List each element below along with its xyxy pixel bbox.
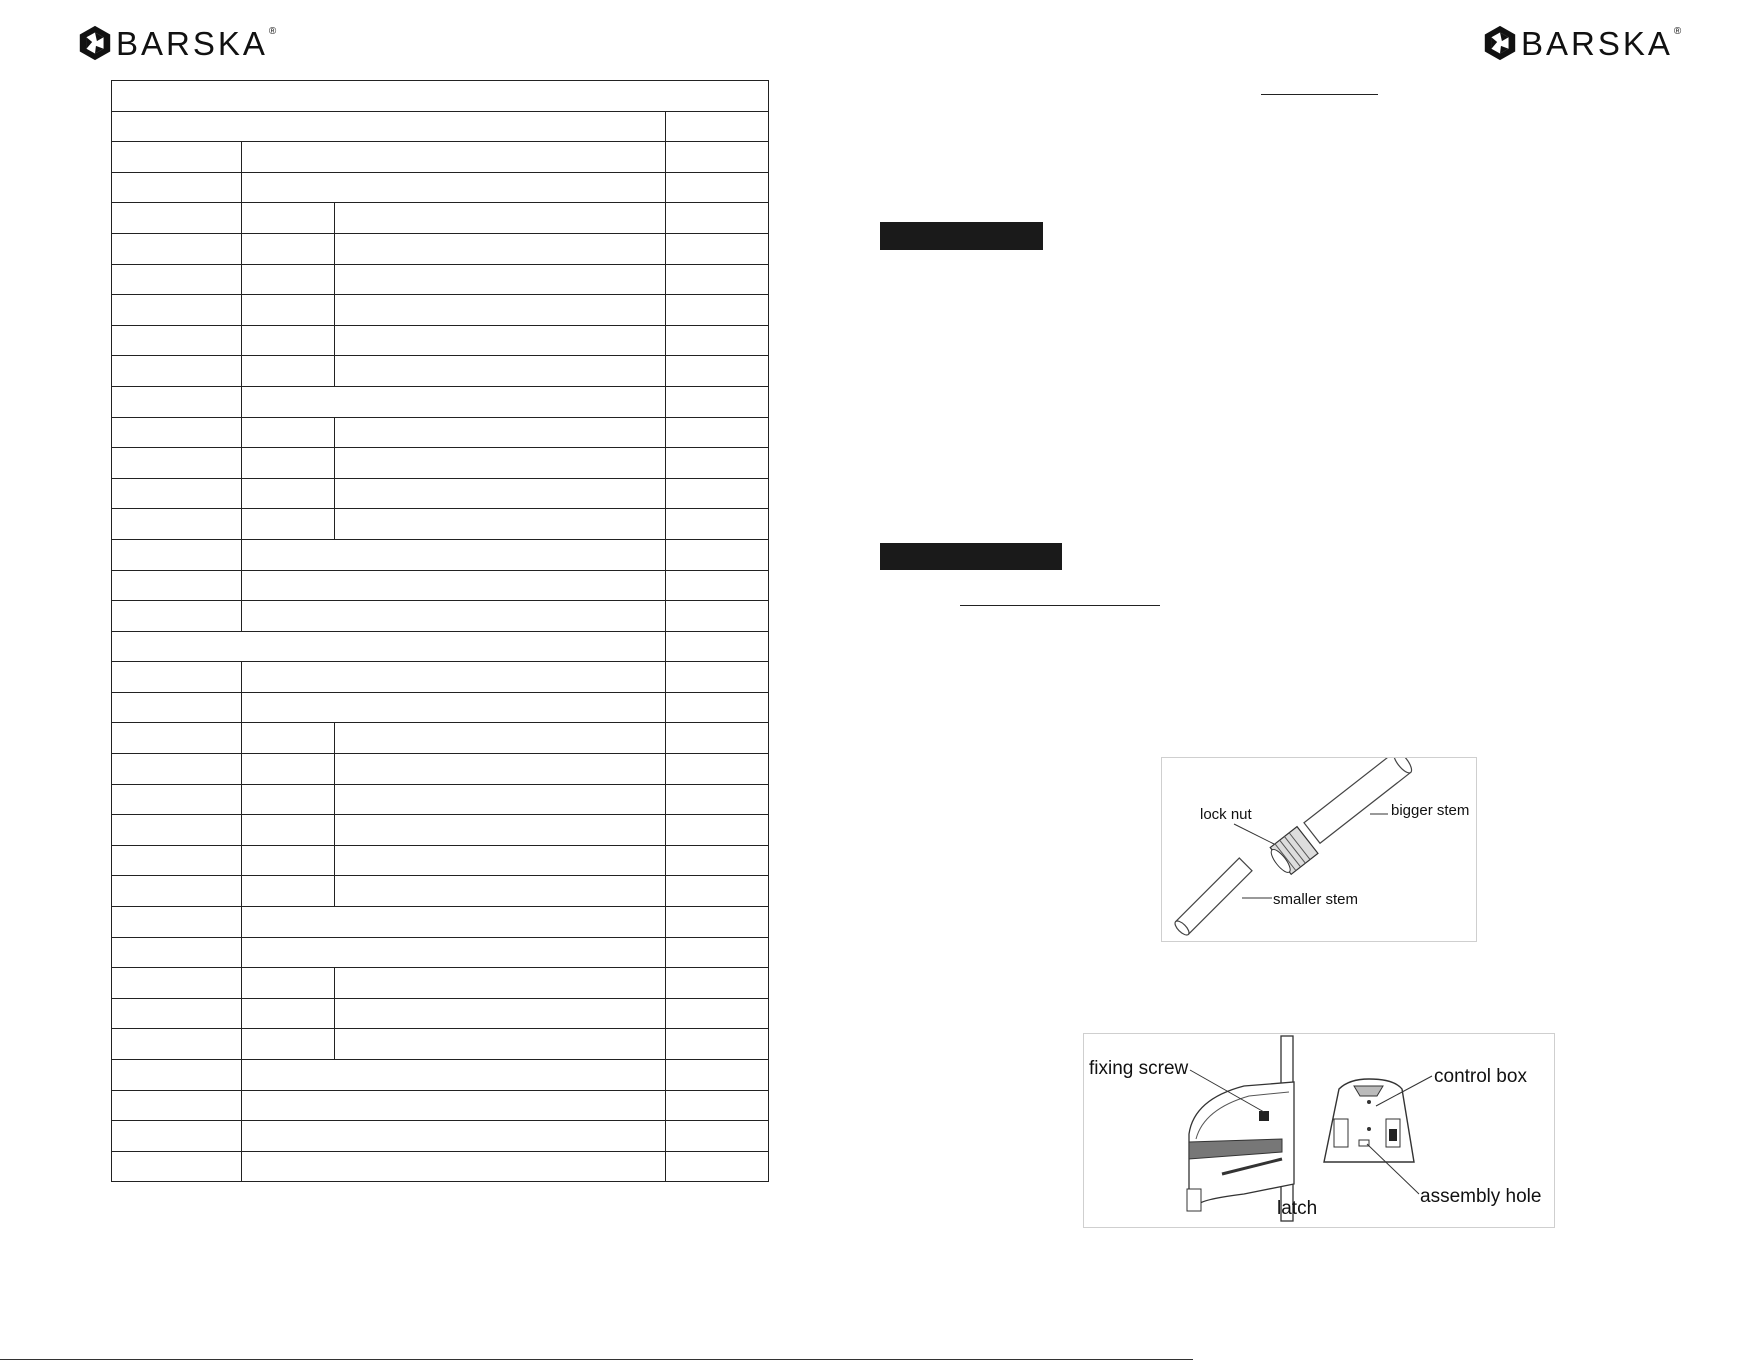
table-cell: [242, 1121, 666, 1152]
table-cell: [666, 968, 769, 999]
table-cell: [242, 448, 335, 479]
table-cell: [335, 815, 666, 846]
table-cell: [112, 325, 242, 356]
table-cell: [242, 356, 335, 387]
table-cell: [666, 172, 769, 203]
table-cell: [112, 264, 242, 295]
table-row: [112, 386, 769, 417]
specification-table: [111, 80, 769, 1182]
table-row: [112, 723, 769, 754]
table-row: [112, 1090, 769, 1121]
table-cell: [335, 723, 666, 754]
table-cell: [112, 1151, 242, 1182]
table-row: [112, 172, 769, 203]
table-cell: [666, 295, 769, 326]
table-row: [112, 631, 769, 662]
table-row: [112, 998, 769, 1029]
table-row: [112, 754, 769, 785]
table-cell: [666, 233, 769, 264]
table-row: [112, 233, 769, 264]
stem-assembly-figure: [1161, 757, 1477, 942]
section-heading-bar: [880, 543, 1062, 570]
table-cell: [666, 815, 769, 846]
table-cell: [666, 662, 769, 693]
table-row: [112, 264, 769, 295]
table-row: [112, 845, 769, 876]
table-cell: [242, 264, 335, 295]
table-cell: [335, 1029, 666, 1060]
table-cell: [112, 662, 242, 693]
table-cell: [112, 233, 242, 264]
table-cell: [112, 417, 242, 448]
bigger-stem-label: bigger stem: [1391, 802, 1470, 819]
table-cell: [666, 417, 769, 448]
barska-logo-left: [76, 24, 276, 62]
assembly-hole-label: assembly hole: [1420, 1186, 1542, 1207]
table-cell: [666, 1121, 769, 1152]
table-cell: [335, 784, 666, 815]
control-box-label: control box: [1434, 1066, 1527, 1087]
table-cell: [242, 998, 335, 1029]
smaller-stem-label: smaller stem: [1273, 891, 1359, 908]
table-cell: [242, 417, 335, 448]
table-row: [112, 968, 769, 999]
table-cell: [112, 968, 242, 999]
table-cell: [112, 172, 242, 203]
table-cell: [112, 784, 242, 815]
table-row: [112, 448, 769, 479]
table-row: [112, 1121, 769, 1152]
table-row: [112, 417, 769, 448]
table-cell: [112, 478, 242, 509]
table-cell: [335, 448, 666, 479]
table-cell: [242, 1060, 666, 1091]
table-cell: [112, 907, 242, 938]
table-cell: [112, 754, 242, 785]
table-cell: [335, 968, 666, 999]
table-cell: [666, 631, 769, 662]
table-cell: [112, 386, 242, 417]
table-cell: [242, 203, 335, 234]
table-cell: [112, 539, 242, 570]
logo-wordmark: BARSKA: [116, 24, 268, 62]
table-cell: [335, 509, 666, 540]
table-cell: [242, 539, 666, 570]
table-cell: [666, 601, 769, 632]
table-cell: [666, 570, 769, 601]
table-cell: [335, 264, 666, 295]
table-cell: [112, 1060, 242, 1091]
table-cell: [335, 356, 666, 387]
table-cell: [335, 203, 666, 234]
table-cell: [242, 754, 335, 785]
table-cell: [666, 1029, 769, 1060]
table-row: [112, 81, 769, 112]
table-cell: [666, 907, 769, 938]
table-cell: [666, 142, 769, 173]
table-cell: [112, 1090, 242, 1121]
table-cell: [335, 233, 666, 264]
table-cell: [666, 111, 769, 142]
table-row: [112, 815, 769, 846]
table-cell: [666, 845, 769, 876]
table-cell: [335, 876, 666, 907]
table-cell: [666, 448, 769, 479]
table-cell: [335, 295, 666, 326]
table-cell: [666, 386, 769, 417]
table-row: [112, 570, 769, 601]
table-cell: [242, 1029, 335, 1060]
table-cell: [666, 998, 769, 1029]
table-cell: [242, 1090, 666, 1121]
table-cell: [242, 937, 666, 968]
barska-logo-right: [1481, 24, 1681, 62]
table-cell: [666, 509, 769, 540]
table-cell: [242, 233, 335, 264]
registered-mark: ®: [268, 26, 277, 37]
table-cell: [112, 111, 666, 142]
fixing-screw-label: fixing screw: [1089, 1058, 1189, 1079]
table-cell: [335, 325, 666, 356]
table-row: [112, 662, 769, 693]
table-row: [112, 295, 769, 326]
table-cell: [242, 478, 335, 509]
control-box-figure: [1083, 1033, 1555, 1228]
table-row: [112, 784, 769, 815]
table-cell: [112, 601, 242, 632]
table-cell: [335, 478, 666, 509]
table-cell: [112, 998, 242, 1029]
table-cell: [666, 754, 769, 785]
table-cell: [242, 172, 666, 203]
table-cell: [666, 784, 769, 815]
barska-aperture-icon: [1481, 24, 1519, 62]
table-cell: [112, 356, 242, 387]
table-cell: [242, 845, 335, 876]
table-cell: [112, 937, 242, 968]
table-cell: [112, 509, 242, 540]
table-cell: [666, 937, 769, 968]
table-cell: [666, 1060, 769, 1091]
table-cell: [112, 295, 242, 326]
table-cell: [112, 876, 242, 907]
table-cell: [242, 784, 335, 815]
lock-nut-label: lock nut: [1200, 806, 1252, 823]
table-row: [112, 876, 769, 907]
table-cell: [242, 142, 666, 173]
table-cell: [112, 692, 242, 723]
stem-diagram: [1162, 758, 1476, 941]
table-cell: [666, 264, 769, 295]
table-cell: [242, 876, 335, 907]
table-row: [112, 142, 769, 173]
table-cell: [242, 1151, 666, 1182]
table-row: [112, 907, 769, 938]
table-row: [112, 1060, 769, 1091]
table-row: [112, 692, 769, 723]
registered-mark: ®: [1673, 26, 1682, 37]
table-row: [112, 356, 769, 387]
table-cell: [666, 1151, 769, 1182]
table-cell: [112, 1121, 242, 1152]
table-row: [112, 509, 769, 540]
table-cell: [242, 815, 335, 846]
table-cell: [112, 570, 242, 601]
table-row: [112, 539, 769, 570]
table-cell: [112, 81, 769, 112]
table-cell: [242, 570, 666, 601]
table-cell: [242, 295, 335, 326]
table-cell: [242, 723, 335, 754]
table-cell: [242, 601, 666, 632]
table-cell: [112, 142, 242, 173]
table-cell: [666, 539, 769, 570]
table-cell: [242, 692, 666, 723]
table-cell: [112, 1029, 242, 1060]
table-cell: [666, 203, 769, 234]
table-cell: [242, 968, 335, 999]
latch-label: latch: [1277, 1198, 1318, 1219]
table-cell: [112, 845, 242, 876]
table-cell: [666, 356, 769, 387]
table-cell: [242, 662, 666, 693]
text-underline: [960, 605, 1160, 606]
table-cell: [112, 723, 242, 754]
table-cell: [335, 417, 666, 448]
table-row: [112, 111, 769, 142]
barska-aperture-icon: [76, 24, 114, 62]
table-cell: [242, 386, 666, 417]
logo-wordmark: BARSKA: [1521, 24, 1673, 62]
table-cell: [666, 1090, 769, 1121]
table-cell: [112, 203, 242, 234]
table-cell: [666, 692, 769, 723]
table-row: [112, 601, 769, 632]
table-row: [112, 203, 769, 234]
table-row: [112, 1151, 769, 1182]
table-cell: [112, 448, 242, 479]
table-cell: [242, 907, 666, 938]
heading-underline: [1261, 94, 1378, 95]
table-cell: [242, 325, 335, 356]
table-cell: [242, 509, 335, 540]
table-cell: [666, 723, 769, 754]
table-cell: [112, 815, 242, 846]
table-cell: [112, 631, 666, 662]
table-cell: [335, 998, 666, 1029]
section-heading-bar: [880, 222, 1043, 250]
table-row: [112, 478, 769, 509]
table-row: [112, 1029, 769, 1060]
footer-rule: [0, 1359, 1193, 1360]
table-cell: [666, 478, 769, 509]
table-cell: [666, 325, 769, 356]
table-cell: [335, 845, 666, 876]
table-cell: [335, 754, 666, 785]
table-row: [112, 937, 769, 968]
table-row: [112, 325, 769, 356]
table-cell: [666, 876, 769, 907]
